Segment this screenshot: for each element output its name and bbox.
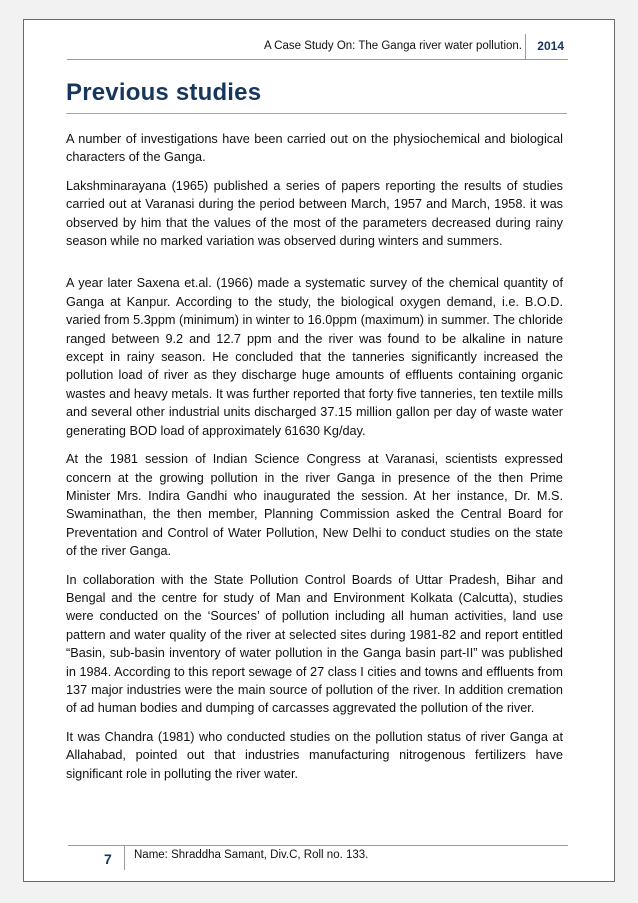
footer-author: Name: Shraddha Samant, Div.C, Roll no. 133. [134, 849, 369, 861]
footer-separator [124, 846, 125, 870]
header-title: A Case Study On: The Ganga river water pollution. [263, 40, 522, 52]
paragraph-chandra: It was Chandra (1981) who conducted studies on the pollution status of river Ganga at Allahabad, pointed out that industries manufacturing nitrogenous fertilizers have significant role in polluting the river water. [66, 729, 563, 781]
paragraph-lakshminarayana: Lakshminarayana (1965) published a series of papers reporting the results of studies carried out at Varanasi during the period between March, 1957 and March, 1958. it was observed by him that the values of the most of the parameters decreased during rainy season while no marked variation was observed during winters and summers. [66, 178, 563, 249]
footer-divider [68, 845, 568, 846]
header-divider [525, 34, 526, 60]
document-page [23, 19, 615, 882]
paragraph-saxena: A year later Saxena et.al. (1966) made a systematic survey of the chemical quantity of Ganga at Kanpur. According to the study, the biological oxygen demand, i.e. B.O.D. varied from 5.3ppm (minimum) in winter to 16.0ppm (maximum) in summer. The chloride ranged between 9.2 and 12.7 ppm and the river was found to be alkaline in nature except in rainy season. He concluded that the tanneries significantly increased the pollution load of river as they discharge huge amounts of effluents containing organic wastes and heavy metals. It was further reported that forty five tanneries, ten textile mills and several other industrial units discharged 37.15 million gallon per day of waste water generating BOD load of approximately 61630 Kg/day. [66, 276, 563, 438]
body-text [66, 130, 563, 793]
page-header [67, 33, 568, 60]
paragraph-collaboration: In collaboration with the State Pollution Control Boards of Uttar Pradesh, Bihar and Bengal and the centre for study of Man and Environment Kolkata (Calcutta), studies were conducted on the ‘Sources’ of pollution including all human activities, land use pattern and water quality of the river at selected sites during 1981-82 and report entitled “Basin, sub-basin inventory of water pollution in the Ganga basin part-II” was published in 1984. According to this report sewage of 27 class I cities and towns and effluents from 137 major industries were the main source of pollution of the river. In addition cremation of ad human bodies and dumping of carcasses aggrevated the pollution of the river. [66, 572, 563, 716]
paragraph-intro: A number of investigations have been carried out on the physiochemical and biological characters of the Ganga. [66, 132, 563, 165]
page-title: Previous studies [66, 79, 262, 106]
header-year: 2014 [537, 39, 564, 53]
paragraph-science-congress: At the 1981 session of Indian Science Congress at Varanasi, scientists expressed concern at the growing pollution in the river Ganga in presence of the then Prime Minister Mrs. Indira Gandhi who inaugurated the session. At her instance, Dr. M.S. Swaminathan, the then member, Planning Commission asked the Central Board for Preventation and Control of Water Pollution, New Delhi to conduct studies on the state of the river Ganga. [66, 452, 563, 559]
title-underline [66, 113, 567, 114]
page-number: 7 [104, 851, 112, 867]
